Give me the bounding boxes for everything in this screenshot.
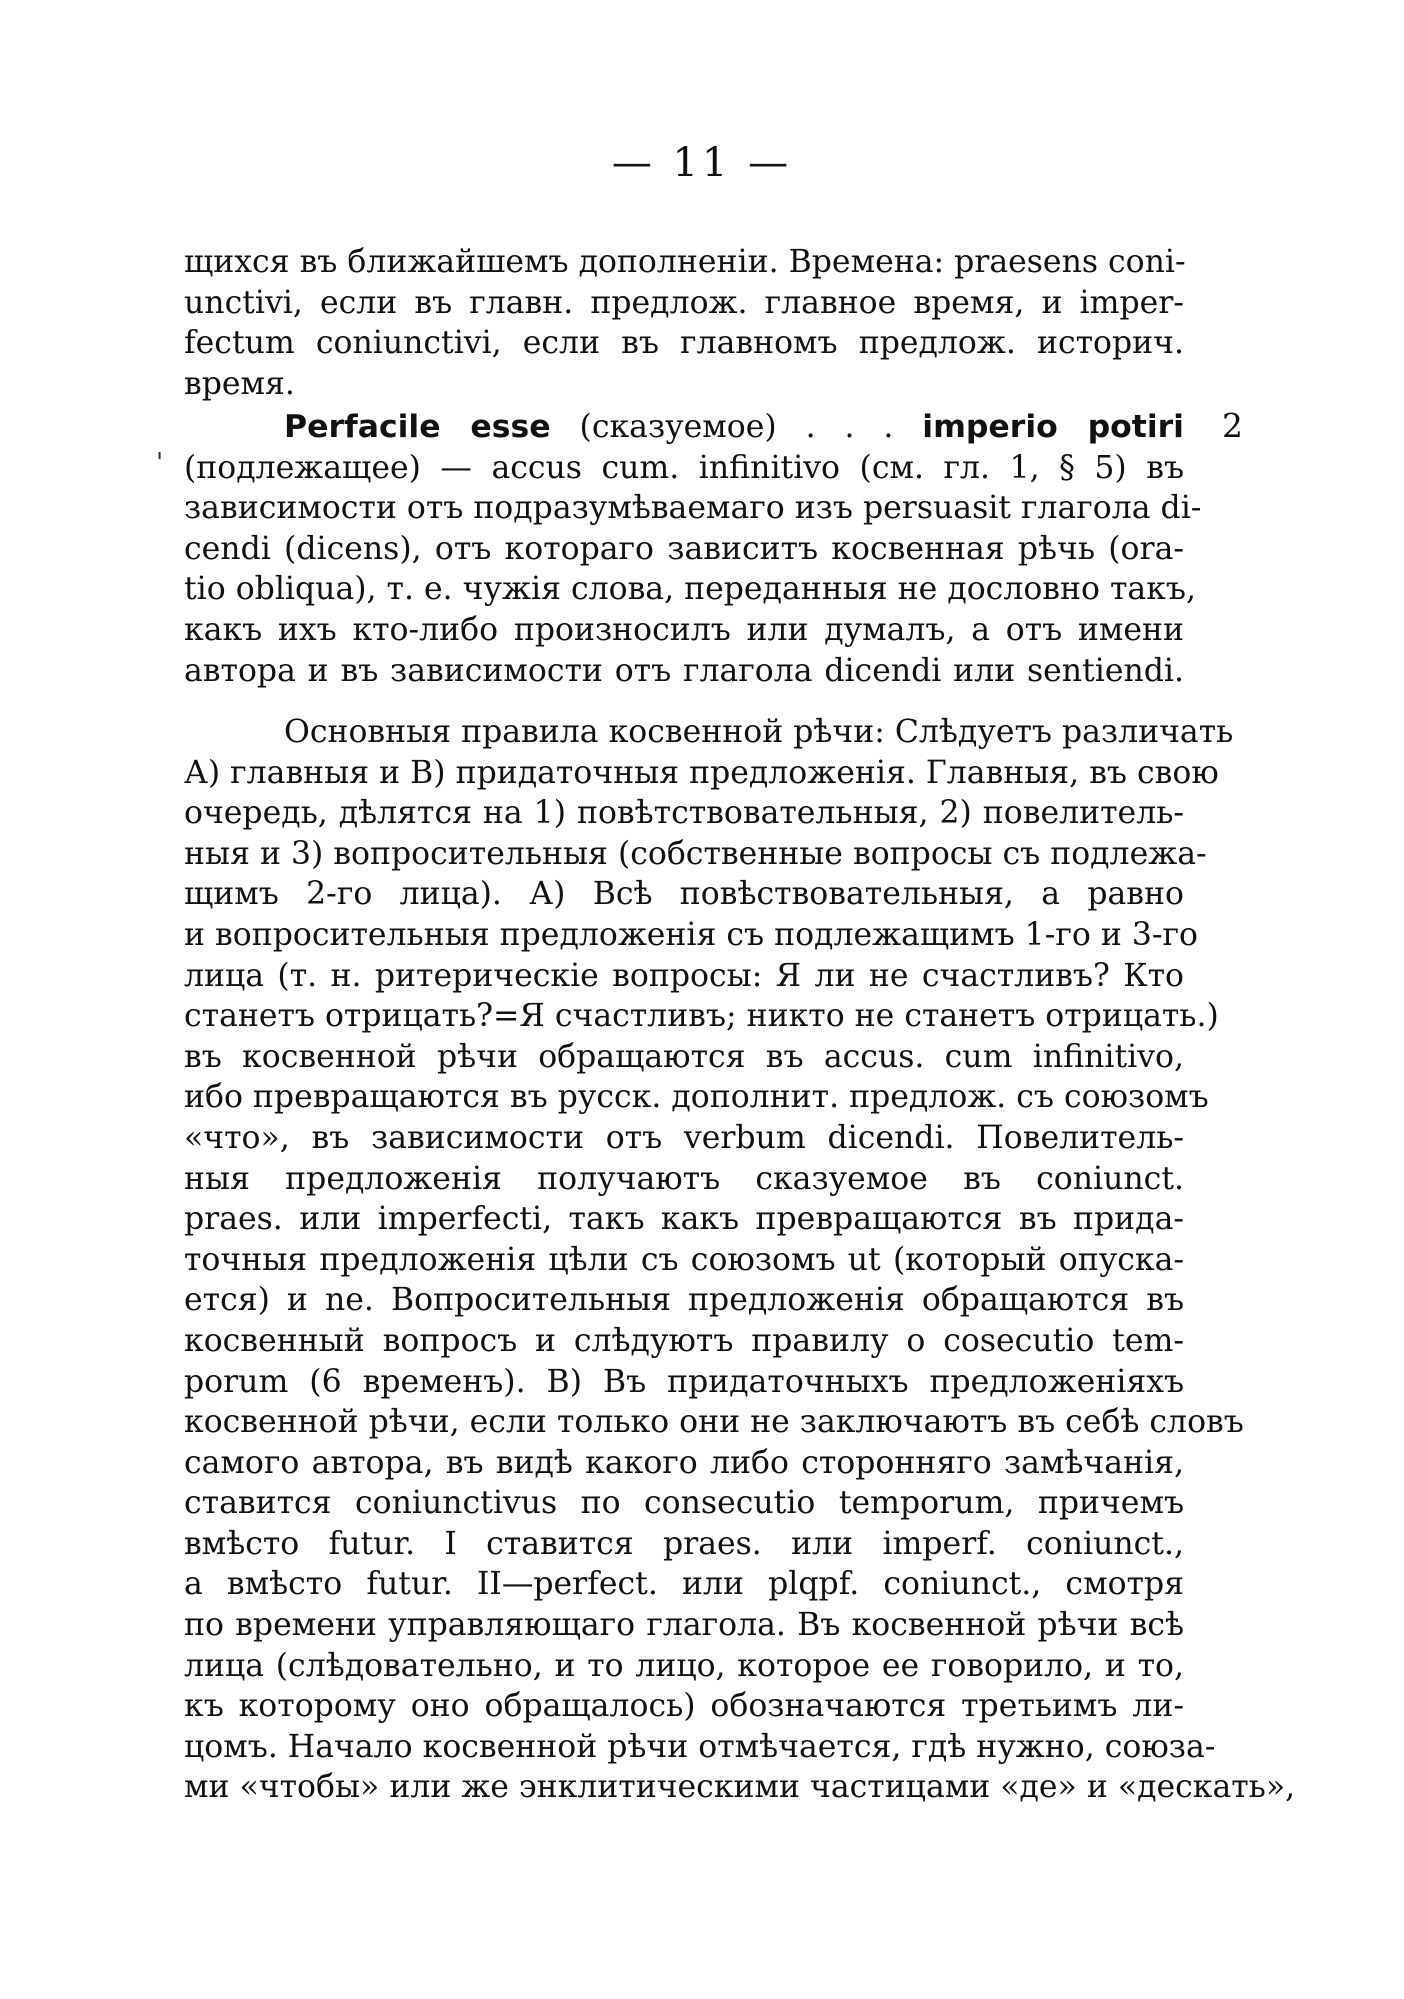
text-line: какъ ихъ кто-либо произносилъ или думалъ, а отъ имени xyxy=(184,611,1184,648)
text-line: ныя предложенія получаютъ сказуемое въ coniunct. xyxy=(184,1160,1184,1197)
text-line: fectum coniunctivi, если въ главномъ предлож. историч. xyxy=(184,325,1184,362)
text-line: щимъ 2-го лица). А) Всѣ повѣствовательныя, а равно xyxy=(184,876,1184,913)
text-line: ставится coniunctivus по consecutio temporum, причемъ xyxy=(184,1485,1184,1522)
text-line: цомъ. Начало косвенной рѣчи отмѣчается, гдѣ нужно, союза- xyxy=(184,1728,1216,1765)
text-line-heading xyxy=(184,407,1184,448)
text-line: ется) и ne. Вопросительныя предложенія обращаются въ xyxy=(184,1282,1184,1319)
bold-phrase-imperio: imperio potiri xyxy=(922,409,1184,445)
text-line: очередь, дѣлятся на 1) повѣтствовательныя, 2) повелитель- xyxy=(184,795,1184,832)
text-line: praes. или imperfecti, такъ какъ превращаются въ прида- xyxy=(184,1201,1184,1238)
text-line: вмѣсто futur. I ставится praes. или imperf. coniunct., xyxy=(184,1525,1184,1562)
text-line: автора и въ зависимости отъ глагола dicendi или sentiendi. xyxy=(184,652,1184,689)
phrase-predicate: (сказуемое) . . . xyxy=(550,409,923,445)
text-line: и вопросительныя предложенія съ подлежащимъ 1-го и 3-го xyxy=(184,916,1199,953)
paragraph-perfacile xyxy=(184,407,1202,691)
text-line: къ которому оно обращалось) обозначаются третьимъ ли- xyxy=(184,1688,1184,1725)
bold-phrase-perfacile: Perfacile esse xyxy=(284,409,551,445)
text-line: ибо превращаются въ русск. дополнит. предлож. съ союзомъ xyxy=(184,1079,1209,1116)
text-line: porum (6 временъ). В) Въ придаточныхъ предложеніяхъ xyxy=(184,1363,1184,1400)
text-line: cendi (dicens), отъ котораго зависитъ косвенная рѣчь (ora- xyxy=(184,530,1184,567)
text-line: станетъ отрицать?=Я счастливъ; никто не станетъ отрицать.) xyxy=(184,998,1219,1035)
paragraph-continuation xyxy=(184,242,1184,404)
text-line: косвенный вопросъ и слѣдуютъ правилу о cosecutio tem- xyxy=(184,1322,1184,1359)
text-line: щихся въ ближайшемъ дополненіи. Времена: praesens coni- xyxy=(184,244,1186,280)
text-line: самого автора, въ видѣ какого либо сторонняго замѣчанія, xyxy=(184,1444,1184,1481)
text-line: А) главныя и В) придаточныя предложенія. Главныя, въ свою xyxy=(184,754,1219,791)
text-line: лица (слѣдовательно, и то лицо, которое ее говорило, и то, xyxy=(184,1647,1184,1684)
text-line: ми «чтобы» или же энклитическими частицами «де» и «дескать», xyxy=(184,1769,1296,1806)
text-line: (подлежащее) — accus cum. infinitivo (см. гл. 1, § 5) въ xyxy=(184,449,1184,486)
text-line: время. xyxy=(184,365,295,402)
text-line: точныя предложенія цѣли съ союзомъ ut (который опуска- xyxy=(184,1241,1184,1278)
text-line: по времени управляющаго глагола. Въ косвенной рѣчи всѣ xyxy=(184,1607,1184,1644)
paragraph-oratio-obliqua xyxy=(184,712,1296,1808)
text-line: въ косвенной рѣчи обращаются въ accus. cum infinitivo, xyxy=(184,1038,1184,1075)
text-line: зависимости отъ подразумѣваемаго изъ persuasit глагола di- xyxy=(184,490,1202,527)
text-line: а вмѣсто futur. II—perfect. или plqpf. coniunct., смотря xyxy=(184,1566,1184,1603)
text-line: косвенной рѣчи, если только они не заключаютъ въ себѣ словъ xyxy=(184,1404,1244,1441)
text-line: лица (т. н. ритерическіе вопросы: Я ли не счастливъ? Кто xyxy=(184,957,1184,994)
text-line: unctivi, если въ главн. предлож. главное время, и imper- xyxy=(184,284,1184,321)
text-line: tio obliqua), т. е. чужія слова, переданныя не дословно такъ, xyxy=(184,571,1196,608)
page-number: — 11 — xyxy=(611,140,793,186)
text-line: «что», въ зависимости отъ verbum dicendi. Повелитель- xyxy=(184,1119,1184,1156)
margin-tick-mark: ' xyxy=(156,448,164,478)
text-line: ныя и 3) вопросительныя (собственные вопросы съ подлежа- xyxy=(184,835,1207,872)
margin-note-number: 2 xyxy=(1222,406,1243,445)
text-line: Основныя правила косвенной рѣчи: Слѣдуетъ различать xyxy=(284,714,1234,750)
